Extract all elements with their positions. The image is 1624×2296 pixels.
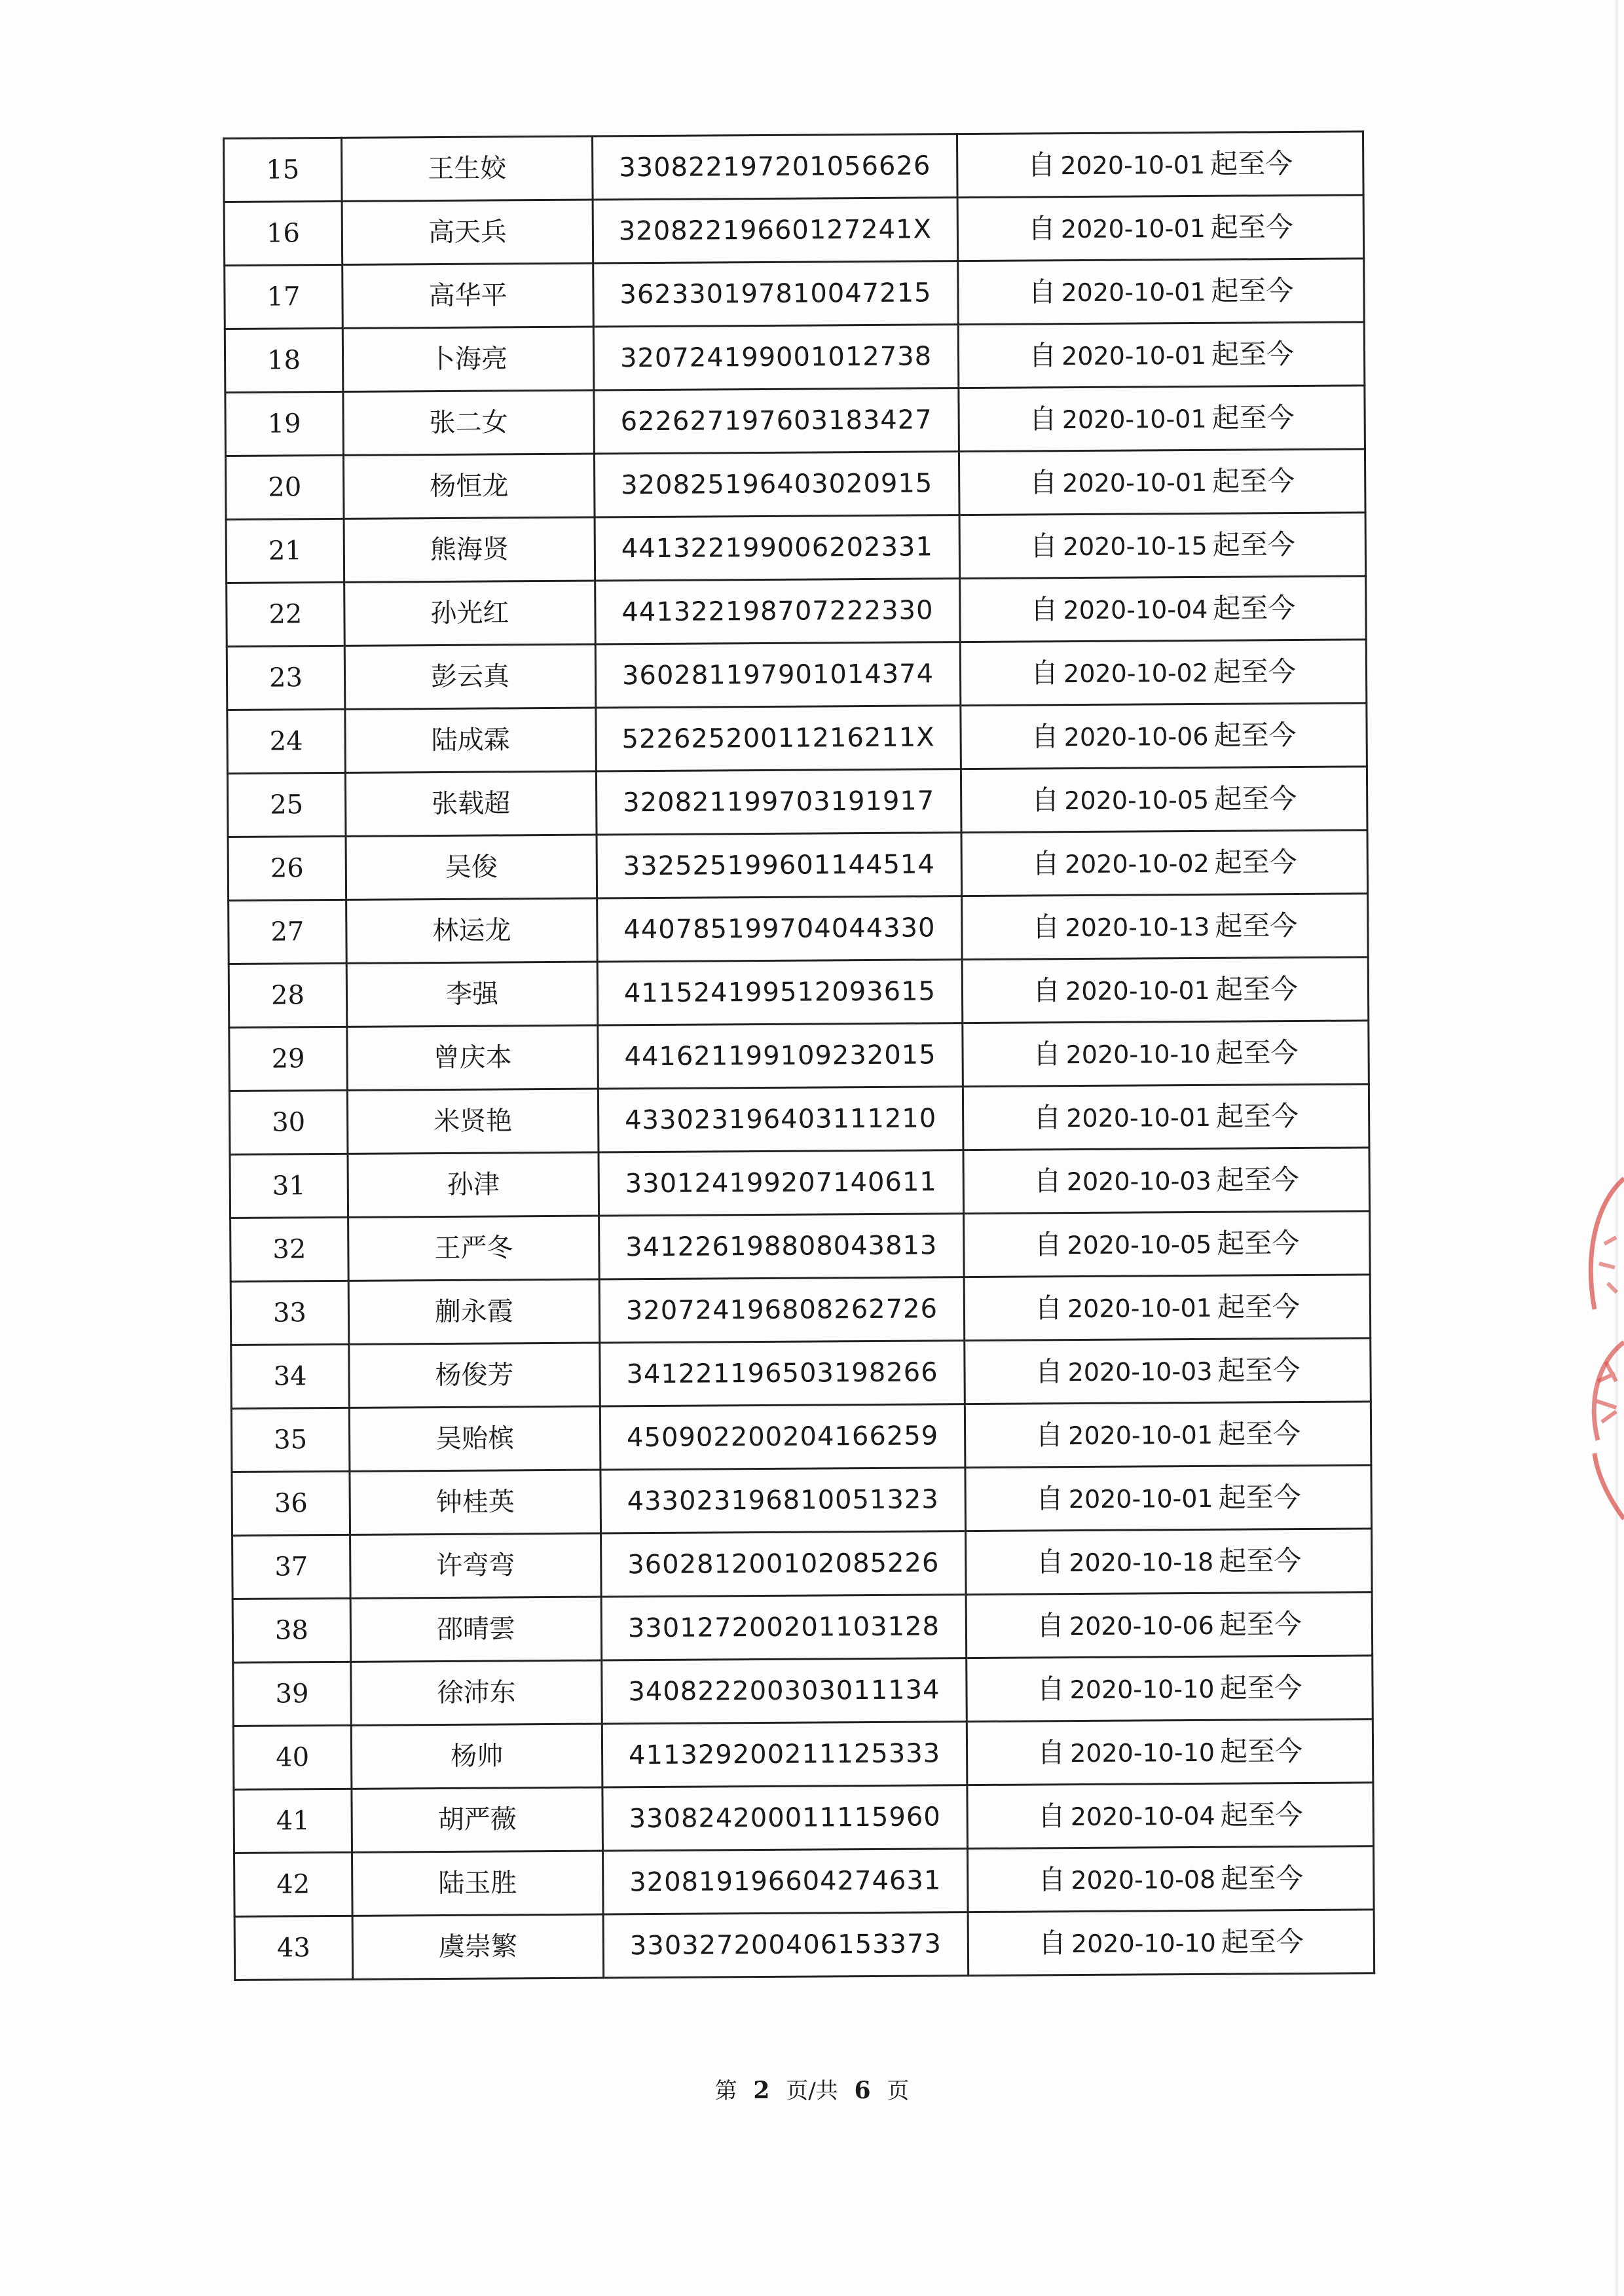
row-number-cell: 39 — [233, 1662, 352, 1726]
row-number-cell: 42 — [234, 1852, 353, 1916]
table-row — [227, 767, 1367, 837]
table-row — [231, 1402, 1371, 1472]
id-number-cell: 360281200102085226 — [601, 1531, 967, 1597]
person-name-cell: 李强 — [346, 962, 598, 1027]
start-date: 2020-10-01 — [1068, 1484, 1213, 1514]
footer-middle: 页/共 — [786, 2078, 838, 2104]
table-row — [234, 1783, 1374, 1853]
date-suffix: 起至今 — [1219, 1671, 1302, 1704]
start-date: 2020-10-10 — [1065, 1039, 1211, 1070]
date-prefix: 自 — [1031, 847, 1060, 880]
id-number-cell: 32082219660127241X — [593, 198, 958, 263]
id-number-cell: 332525199601144514 — [597, 833, 962, 898]
date-suffix: 起至今 — [1221, 1925, 1304, 1958]
id-number-cell: 320821199703191917 — [596, 769, 961, 835]
start-date: 2020-10-06 — [1069, 1611, 1214, 1641]
start-date: 2020-10-10 — [1069, 1674, 1215, 1705]
table-row — [226, 513, 1366, 583]
row-number-cell: 43 — [234, 1916, 353, 1980]
start-date-cell — [965, 1338, 1371, 1404]
date-prefix: 自 — [1035, 1482, 1063, 1515]
start-date-cell — [963, 1021, 1369, 1087]
start-date-cell — [960, 640, 1367, 706]
scan-edge-shadow — [1615, 0, 1619, 2296]
table-row — [232, 1529, 1373, 1599]
person-name-cell: 陆玉胜 — [352, 1851, 604, 1916]
start-date-cell — [967, 1783, 1374, 1849]
start-date-cell — [964, 1275, 1371, 1341]
row-number-cell: 19 — [225, 392, 344, 456]
person-name-cell: 米贤艳 — [347, 1089, 599, 1154]
table-row — [229, 957, 1369, 1028]
id-number-cell: 341221196503198266 — [600, 1341, 965, 1406]
row-number-cell: 37 — [232, 1535, 351, 1599]
start-date: 2020-10-01 — [1067, 1293, 1213, 1324]
row-number-cell: 36 — [232, 1471, 350, 1535]
table-row — [227, 640, 1367, 710]
start-date: 2020-10-18 — [1069, 1547, 1214, 1578]
table-row — [229, 1084, 1369, 1155]
roster-table-body — [224, 132, 1375, 1980]
start-date: 2020-10-01 — [1066, 1102, 1211, 1133]
date-suffix: 起至今 — [1217, 1417, 1301, 1450]
start-date: 2020-10-10 — [1070, 1738, 1215, 1768]
person-name-cell: 孙津 — [348, 1152, 599, 1217]
id-number-cell: 330824200011115960 — [602, 1785, 968, 1851]
person-name-cell: 卜海亮 — [342, 327, 594, 392]
start-date-cell — [960, 576, 1367, 642]
footer-page-number: 2 — [753, 2077, 770, 2104]
row-number-cell: 20 — [225, 455, 344, 519]
start-date: 2020-10-01 — [1062, 467, 1208, 498]
start-date: 2020-10-01 — [1068, 1420, 1213, 1451]
date-suffix: 起至今 — [1218, 1480, 1301, 1514]
start-date: 2020-10-01 — [1061, 404, 1207, 435]
start-date-cell — [961, 830, 1368, 896]
start-date: 2020-10-02 — [1064, 848, 1209, 879]
table-row — [225, 449, 1365, 520]
row-number-cell: 35 — [231, 1408, 350, 1472]
id-number-cell: 433023196403111210 — [598, 1087, 963, 1152]
start-date: 2020-10-08 — [1071, 1865, 1216, 1895]
start-date: 2020-10-01 — [1060, 213, 1206, 244]
start-date: 2020-10-15 — [1062, 531, 1208, 562]
table-row — [229, 1021, 1369, 1091]
row-number-cell: 30 — [229, 1090, 348, 1154]
id-number-cell: 441621199109232015 — [598, 1023, 963, 1089]
date-prefix: 自 — [1034, 1228, 1062, 1261]
table-row — [231, 1211, 1371, 1282]
person-name-cell: 张载超 — [345, 771, 597, 836]
id-number-cell: 450902200204166259 — [600, 1404, 965, 1470]
person-name-cell: 蒯永霞 — [348, 1279, 600, 1344]
start-date-cell — [958, 259, 1365, 325]
person-name-cell: 杨俊芳 — [349, 1343, 600, 1408]
start-date: 2020-10-06 — [1063, 721, 1209, 752]
person-name-cell: 徐沛东 — [351, 1660, 602, 1725]
start-date-cell — [959, 513, 1366, 579]
date-suffix: 起至今 — [1211, 274, 1294, 307]
person-name-cell: 林运龙 — [346, 898, 598, 963]
id-number-cell: 441322199006202331 — [595, 515, 960, 581]
table-row — [228, 830, 1368, 901]
id-number-cell: 433023196810051323 — [600, 1468, 966, 1533]
table-row — [225, 322, 1365, 393]
row-number-cell: 15 — [224, 137, 342, 202]
person-name-cell: 虞崇繁 — [352, 1914, 604, 1979]
date-suffix: 起至今 — [1215, 1099, 1299, 1133]
table-row — [225, 259, 1365, 329]
person-name-cell: 吴贻槟 — [349, 1406, 600, 1471]
row-number-cell: 32 — [231, 1217, 349, 1281]
date-prefix: 自 — [1035, 1355, 1063, 1388]
date-suffix: 起至今 — [1217, 1353, 1301, 1387]
date-prefix: 自 — [1030, 657, 1059, 689]
start-date-cell — [958, 322, 1365, 388]
row-number-cell: 31 — [230, 1154, 348, 1218]
table-row — [233, 1656, 1373, 1726]
date-suffix: 起至今 — [1221, 1861, 1304, 1895]
table-row — [224, 195, 1364, 266]
table-row — [224, 132, 1364, 202]
start-date-cell — [966, 1592, 1373, 1658]
start-date: 2020-10-10 — [1071, 1928, 1216, 1959]
table-row — [227, 703, 1367, 774]
date-prefix: 自 — [1036, 1546, 1064, 1578]
id-number-cell: 622627197603183427 — [594, 388, 959, 454]
date-suffix: 起至今 — [1213, 782, 1297, 815]
date-prefix: 自 — [1034, 1292, 1063, 1324]
start-date: 2020-10-01 — [1065, 975, 1211, 1006]
date-suffix: 起至今 — [1211, 338, 1295, 371]
row-number-cell: 34 — [231, 1344, 350, 1408]
row-number-cell: 25 — [227, 773, 346, 837]
date-suffix: 起至今 — [1213, 592, 1296, 625]
id-number-cell: 320724196808262726 — [599, 1277, 965, 1343]
row-number-cell: 40 — [233, 1725, 352, 1789]
row-number-cell: 29 — [229, 1027, 348, 1091]
person-name-cell: 彭云真 — [344, 644, 596, 709]
table-row — [225, 386, 1365, 456]
start-date-cell — [968, 1910, 1375, 1976]
date-suffix: 起至今 — [1219, 1607, 1302, 1641]
date-suffix: 起至今 — [1217, 1290, 1301, 1323]
id-number-cell: 330124199207140611 — [599, 1150, 964, 1216]
id-number-cell: 52262520011216211X — [596, 706, 961, 771]
date-prefix: 自 — [1035, 1419, 1063, 1451]
date-prefix: 自 — [1028, 339, 1057, 372]
date-prefix: 自 — [1037, 1736, 1065, 1769]
date-prefix: 自 — [1037, 1800, 1065, 1832]
row-number-cell: 28 — [229, 963, 347, 1027]
id-number-cell: 362330197810047215 — [593, 261, 959, 327]
id-number-cell: 411524199512093615 — [597, 960, 963, 1025]
date-suffix: 起至今 — [1220, 1798, 1303, 1831]
person-name-cell: 高天兵 — [342, 200, 593, 264]
date-prefix: 自 — [1031, 784, 1060, 816]
date-prefix: 自 — [1036, 1609, 1065, 1642]
start-date: 2020-10-01 — [1060, 150, 1206, 181]
date-prefix: 自 — [1028, 276, 1056, 308]
start-date: 2020-10-01 — [1061, 277, 1206, 308]
row-number-cell: 38 — [232, 1598, 351, 1662]
start-date-cell — [962, 957, 1369, 1023]
table-row — [230, 1148, 1370, 1218]
start-date-cell — [957, 195, 1364, 261]
table-row — [232, 1465, 1372, 1536]
page-footer — [0, 2073, 1624, 2105]
date-prefix: 自 — [1033, 1038, 1061, 1070]
date-suffix: 起至今 — [1210, 147, 1293, 180]
start-date: 2020-10-02 — [1063, 658, 1209, 689]
start-date-cell — [966, 1529, 1373, 1595]
date-prefix: 自 — [1031, 720, 1059, 753]
start-date: 2020-10-01 — [1061, 340, 1207, 371]
start-date: 2020-10-03 — [1067, 1357, 1213, 1387]
id-number-cell: 441322198707222330 — [595, 579, 961, 644]
table-row — [233, 1719, 1373, 1790]
person-name-cell: 胡严薇 — [352, 1787, 603, 1852]
row-number-cell: 17 — [225, 264, 343, 329]
date-suffix: 起至今 — [1216, 1163, 1299, 1196]
footer-total-pages: 6 — [854, 2077, 871, 2104]
id-number-cell: 320819196604274631 — [602, 1849, 968, 1914]
id-number-cell: 360281197901014374 — [595, 642, 961, 708]
start-date-cell — [965, 1402, 1371, 1468]
table-row — [231, 1275, 1371, 1345]
table-row — [229, 894, 1369, 964]
person-name-cell: 许弯弯 — [350, 1533, 602, 1598]
start-date-cell — [967, 1656, 1373, 1722]
start-date-cell — [961, 767, 1367, 833]
date-prefix: 自 — [1038, 1927, 1067, 1959]
row-number-cell: 33 — [231, 1281, 349, 1345]
roster-table — [223, 130, 1375, 1981]
date-suffix: 起至今 — [1210, 211, 1293, 244]
date-suffix: 起至今 — [1213, 719, 1297, 752]
date-prefix: 自 — [1037, 1673, 1065, 1705]
red-seal-fragment — [1559, 1165, 1624, 1532]
id-number-cell: 411329200211125333 — [602, 1722, 967, 1787]
footer-suffix: 页 — [887, 2078, 910, 2104]
date-prefix: 自 — [1032, 911, 1060, 943]
start-date-cell — [961, 703, 1367, 769]
start-date-cell — [967, 1719, 1373, 1785]
date-suffix: 起至今 — [1219, 1734, 1303, 1768]
table-row — [227, 576, 1367, 647]
person-name-cell: 高华平 — [342, 263, 594, 328]
row-number-cell: 21 — [226, 519, 344, 583]
date-suffix: 起至今 — [1215, 1036, 1299, 1069]
start-date-cell — [957, 132, 1363, 198]
start-date-cell — [964, 1211, 1371, 1277]
id-number-cell: 440785199704044330 — [597, 896, 963, 962]
person-name-cell: 王严冬 — [348, 1216, 600, 1281]
footer-prefix: 第 — [714, 2078, 737, 2104]
person-name-cell: 张二女 — [343, 390, 595, 455]
start-date: 2020-10-03 — [1066, 1166, 1211, 1197]
id-number-cell: 320825196403020915 — [594, 452, 959, 517]
date-prefix: 自 — [1030, 593, 1058, 626]
row-number-cell: 16 — [224, 201, 342, 265]
date-suffix: 起至今 — [1215, 972, 1299, 1006]
start-date: 2020-10-13 — [1065, 912, 1210, 943]
date-prefix: 自 — [1033, 1101, 1061, 1134]
start-date: 2020-10-05 — [1067, 1230, 1212, 1260]
date-prefix: 自 — [1038, 1863, 1066, 1896]
date-suffix: 起至今 — [1212, 528, 1295, 561]
person-name-cell: 钟桂英 — [350, 1470, 601, 1535]
person-name-cell: 曾庆本 — [347, 1025, 599, 1090]
date-prefix: 自 — [1027, 212, 1056, 245]
start-date-cell — [963, 1084, 1369, 1150]
row-number-cell: 26 — [228, 836, 346, 900]
date-prefix: 自 — [1029, 403, 1057, 435]
date-suffix: 起至今 — [1211, 401, 1295, 434]
row-number-cell: 41 — [234, 1789, 352, 1853]
person-name-cell: 吴俊 — [346, 835, 597, 900]
start-date-cell — [963, 1148, 1370, 1214]
date-suffix: 起至今 — [1215, 909, 1298, 942]
table-row — [231, 1338, 1371, 1409]
table-row — [234, 1910, 1375, 1980]
row-number-cell: 22 — [227, 582, 345, 646]
person-name-cell: 陆成霖 — [345, 708, 597, 773]
id-number-cell: 330327200406153373 — [603, 1912, 969, 1978]
id-number-cell: 340822200303011134 — [602, 1658, 967, 1724]
date-prefix: 自 — [1029, 530, 1058, 562]
row-number-cell: 27 — [229, 900, 347, 964]
start-date-cell — [959, 386, 1365, 452]
row-number-cell: 23 — [227, 646, 345, 710]
date-prefix: 自 — [1032, 974, 1061, 1007]
table-row — [234, 1846, 1375, 1917]
start-date-cell — [965, 1465, 1372, 1531]
person-name-cell: 杨恒龙 — [343, 454, 595, 519]
table-row — [232, 1592, 1373, 1663]
id-number-cell: 330822197201056626 — [592, 134, 957, 200]
id-number-cell: 341226198808043813 — [599, 1214, 965, 1279]
start-date-cell — [959, 449, 1365, 515]
person-name-cell: 王生姣 — [342, 136, 593, 201]
date-suffix: 起至今 — [1219, 1544, 1302, 1577]
start-date-cell — [962, 894, 1369, 960]
person-name-cell: 邵晴雲 — [350, 1597, 602, 1662]
id-number-cell: 320724199001012738 — [593, 325, 959, 390]
person-name-cell: 杨帅 — [351, 1724, 602, 1789]
id-number-cell: 330127200201103128 — [601, 1595, 967, 1660]
date-suffix: 起至今 — [1212, 465, 1295, 498]
row-number-cell: 18 — [225, 328, 343, 392]
start-date: 2020-10-05 — [1064, 785, 1209, 816]
date-prefix: 自 — [1027, 149, 1056, 181]
date-suffix: 起至今 — [1214, 845, 1297, 879]
person-name-cell: 孙光红 — [344, 581, 596, 646]
date-prefix: 自 — [1033, 1165, 1061, 1197]
start-date: 2020-10-04 — [1063, 594, 1208, 625]
date-suffix: 起至今 — [1217, 1226, 1300, 1260]
start-date-cell — [967, 1846, 1374, 1912]
person-name-cell: 熊海贤 — [344, 517, 595, 582]
date-suffix: 起至今 — [1213, 655, 1297, 688]
start-date: 2020-10-04 — [1070, 1801, 1215, 1832]
date-prefix: 自 — [1029, 466, 1058, 499]
row-number-cell: 24 — [227, 709, 346, 773]
